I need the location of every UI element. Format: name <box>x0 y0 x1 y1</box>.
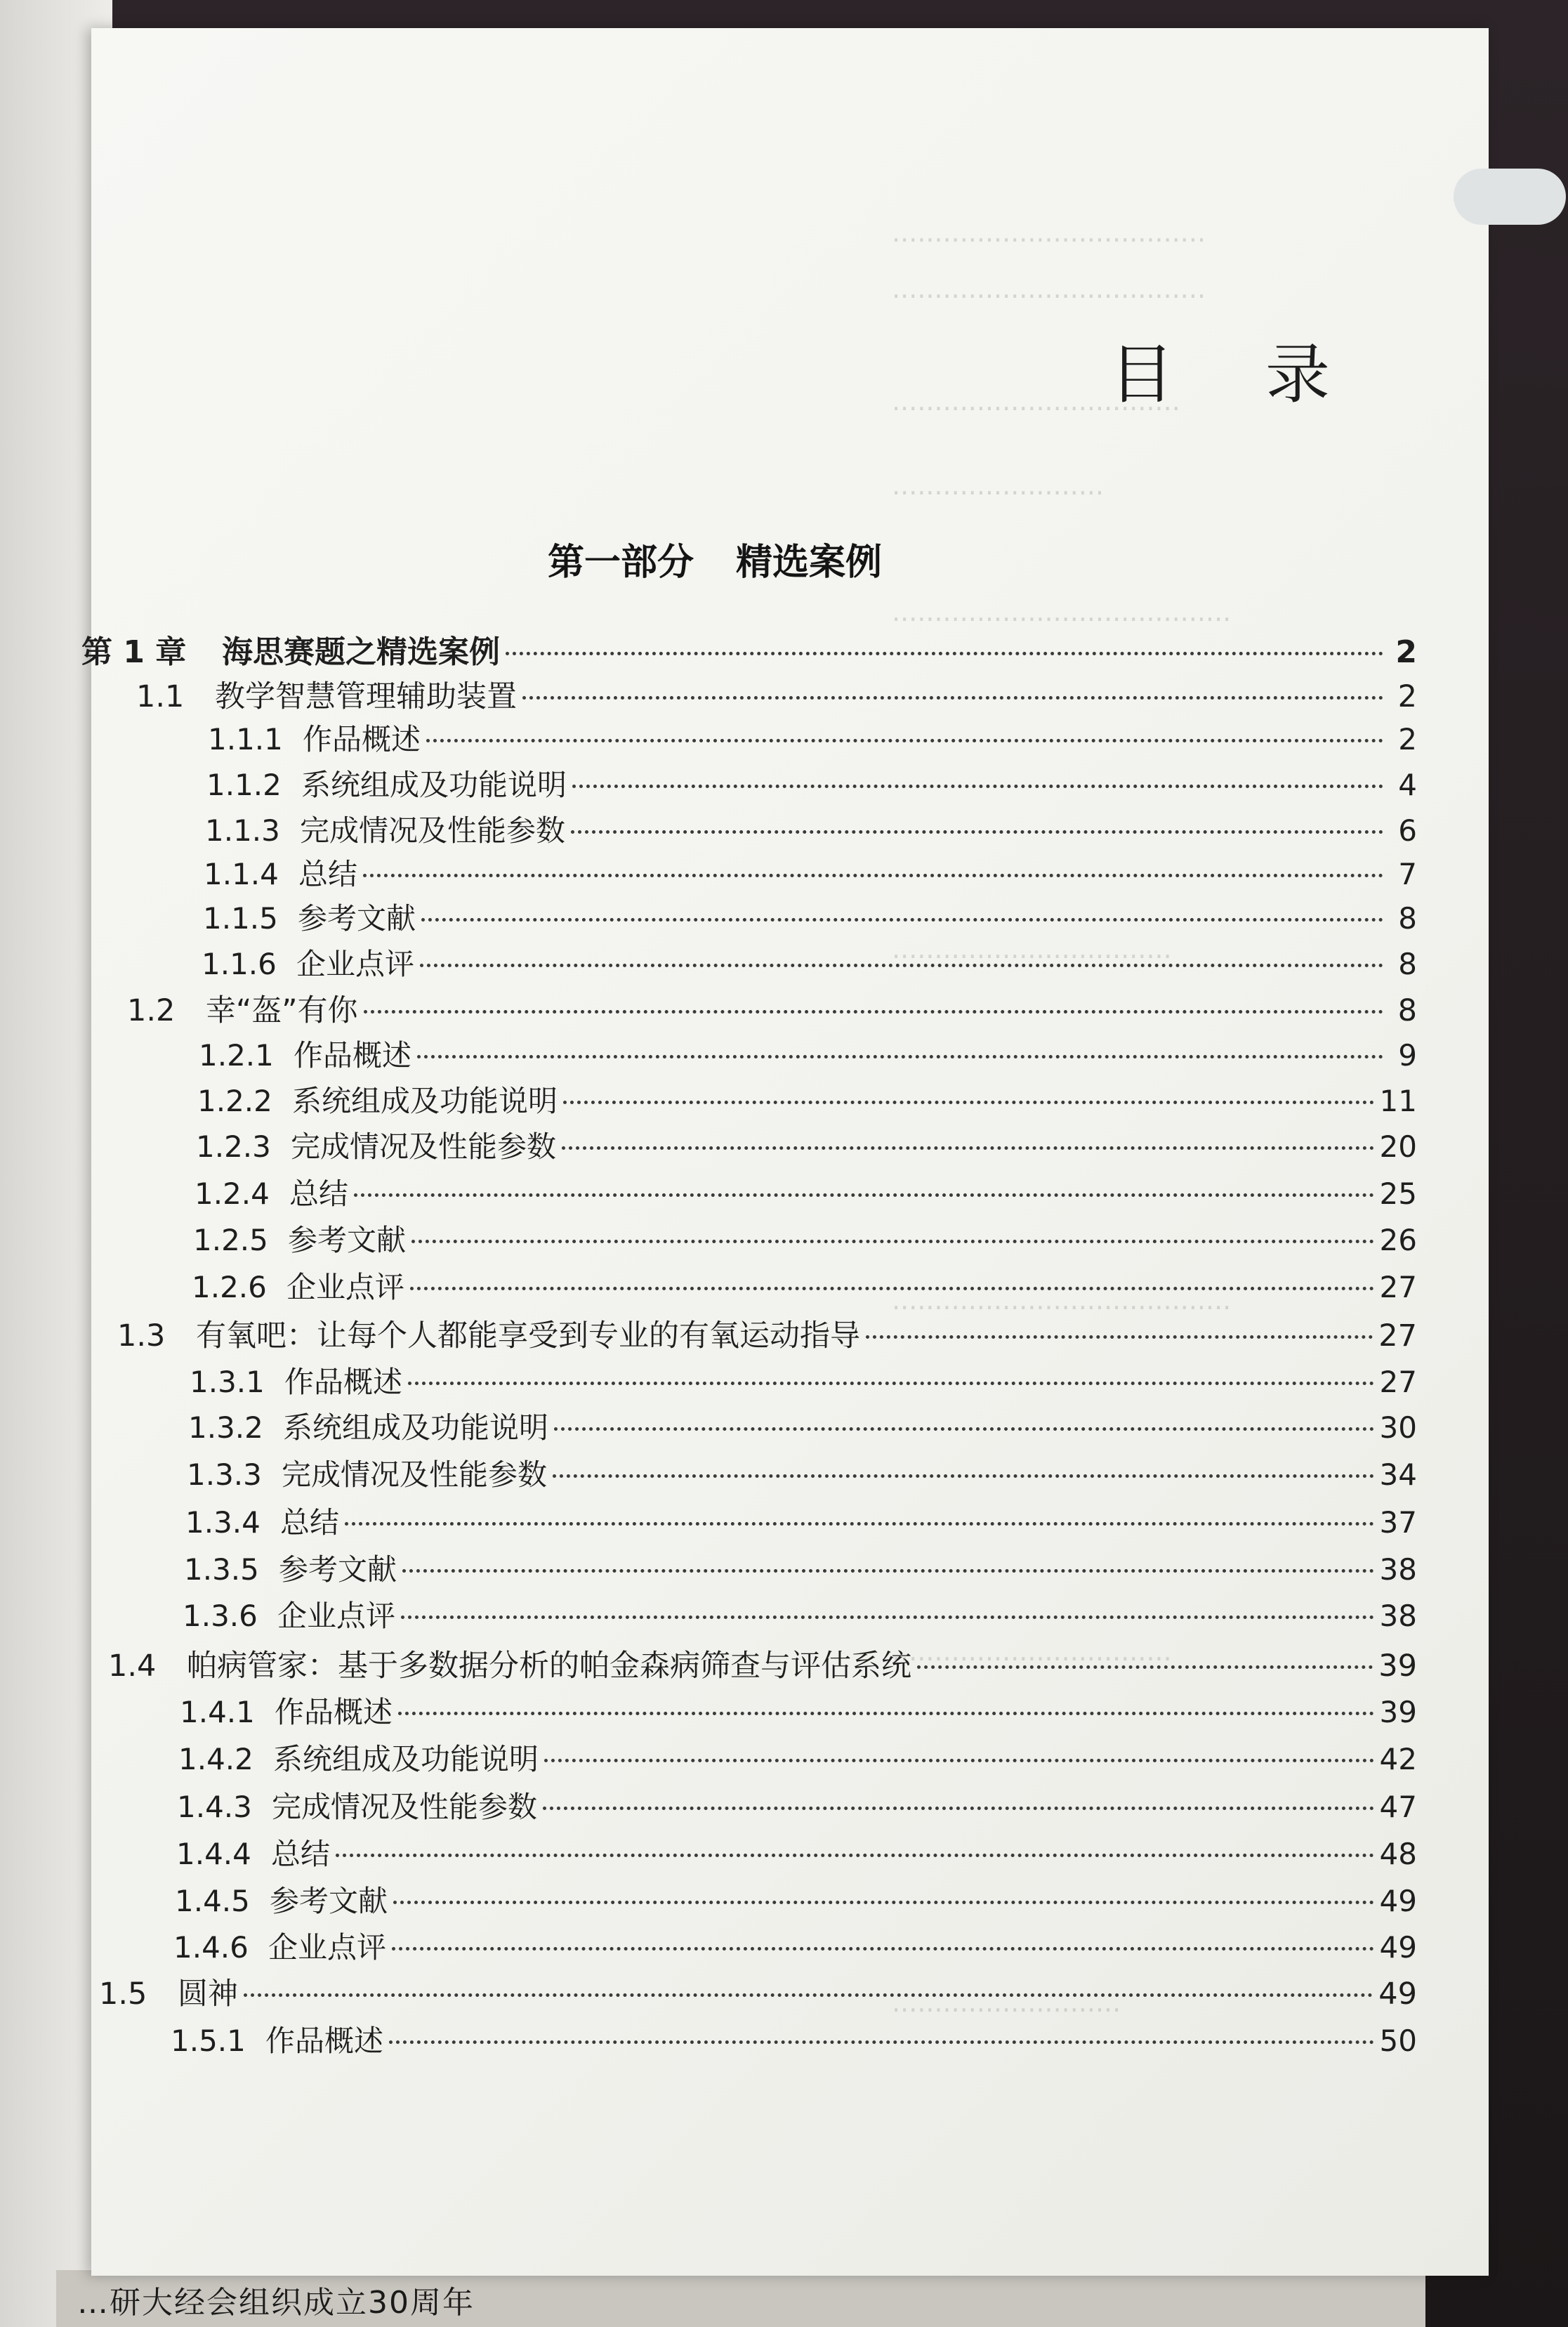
toc-title: 圆神 <box>178 1977 238 2012</box>
toc-page-number: 47 <box>1379 1790 1417 1824</box>
toc-title: 总结 <box>298 857 358 891</box>
toc-title: 完成情况及性能参数 <box>300 813 566 848</box>
toc-entry-sub <box>177 1784 1417 1826</box>
toc-title: 帕病管家：基于多数据分析的帕金森病筛查与评估系统 <box>187 1648 911 1684</box>
toc-number: 1.2 <box>127 993 176 1028</box>
bleed-through: ································· <box>892 1644 1172 1674</box>
dot-leader <box>364 1010 1383 1014</box>
toc-entry-sub <box>183 1593 1417 1635</box>
toc-title: 参考文献 <box>270 1884 388 1918</box>
cover-strip-text: …研大经会组织成立30周年 <box>77 2285 475 2321</box>
toc-number: 1.5.1 <box>171 2024 246 2058</box>
toc-entry-sub <box>197 1078 1417 1120</box>
dot-leader <box>544 1759 1374 1762</box>
toc-page-number: 42 <box>1379 1742 1417 1776</box>
toc-page-number: 26 <box>1379 1223 1417 1257</box>
bleed-through: ····································· <box>892 225 1206 256</box>
bleed-through: ·································· <box>892 393 1180 424</box>
page-title: 目录 <box>1109 337 1422 412</box>
toc-page-number: 38 <box>1379 1599 1417 1633</box>
toc-number: 1.1.5 <box>203 901 278 936</box>
toc-number: 1.1.1 <box>208 722 283 756</box>
bleed-through: ········································ <box>892 604 1232 635</box>
toc-page-number: 2 <box>1395 634 1417 670</box>
toc-entry-sub <box>173 1925 1417 1967</box>
dot-leader <box>398 1712 1374 1715</box>
toc-number: 1.2.1 <box>199 1038 274 1073</box>
toc-entry-sub <box>199 1033 1417 1075</box>
toc-title: 作品概述 <box>265 2024 384 2058</box>
toc-title: 参考文献 <box>279 1552 397 1587</box>
bleed-through: ····································· <box>892 281 1206 312</box>
bleed-through: ········································ <box>892 1292 1232 1323</box>
toc-number: 1.3.1 <box>190 1365 265 1399</box>
toc-title: 完成情况及性能参数 <box>272 1790 538 1824</box>
toc-entry-sub <box>171 2018 1417 2060</box>
dot-leader <box>244 1993 1373 1997</box>
toc-number: 1.2.4 <box>195 1176 270 1211</box>
toc-title: 作品概述 <box>303 722 421 756</box>
toc-entry-sub <box>178 1736 1417 1778</box>
toc-entry-section <box>117 1312 1417 1355</box>
toc-title: 系统组成及功能说明 <box>292 1084 558 1118</box>
dot-leader <box>543 1807 1374 1810</box>
toc-page-number: 49 <box>1379 1930 1417 1965</box>
toc-number: 1.3.6 <box>183 1599 258 1633</box>
dot-leader <box>562 1146 1374 1150</box>
dot-leader <box>506 652 1383 655</box>
toc-title: 企业点评 <box>268 1930 387 1965</box>
toc-page-number: 38 <box>1379 1552 1417 1587</box>
dot-leader <box>553 1474 1374 1478</box>
dot-leader <box>402 1569 1374 1573</box>
toc-entry-section <box>99 1970 1417 2013</box>
toc-number: 1.4 <box>108 1648 157 1684</box>
toc-entry-sub <box>192 1264 1417 1306</box>
toc-number: 1.1.6 <box>202 947 277 981</box>
dot-leader <box>408 1382 1374 1385</box>
toc-page-number: 2 <box>1397 679 1417 714</box>
toc-entry-sub <box>175 1878 1417 1920</box>
toc-entry-section <box>136 673 1417 716</box>
toc-entry-sub <box>204 851 1417 893</box>
dot-leader <box>554 1427 1374 1431</box>
toc-number: 1.3.4 <box>185 1505 261 1540</box>
toc-entry-section <box>108 1642 1417 1685</box>
toc-entry-sub <box>184 1547 1417 1589</box>
toc-page-number: 25 <box>1379 1176 1417 1211</box>
toc-entry-sub <box>176 1831 1417 1873</box>
toc-entry-sub <box>187 1452 1417 1494</box>
toc-number: 1.3 <box>117 1318 166 1353</box>
toc-title: 作品概述 <box>294 1038 412 1073</box>
dot-leader <box>417 1055 1383 1058</box>
dot-leader <box>392 1947 1374 1951</box>
toc-number: 1.1 <box>136 679 185 714</box>
part-label: 第一部分 <box>548 542 694 584</box>
toc-title: 有氧吧：让每个人都能享受到专业的有氧运动指导 <box>196 1318 860 1353</box>
toc-number: 1.3.3 <box>187 1457 262 1492</box>
toc-title: 参考文献 <box>298 901 416 936</box>
dot-leader <box>411 1240 1374 1243</box>
toc-number: 1.4.3 <box>177 1790 252 1824</box>
toc-title: 完成情况及性能参数 <box>291 1129 557 1164</box>
toc-title: 总结 <box>271 1837 331 1871</box>
dot-leader <box>354 1193 1374 1197</box>
toc-entry-sub <box>185 1500 1417 1542</box>
toc-page-number: 39 <box>1379 1695 1417 1729</box>
toc-number: 1.3.5 <box>184 1552 259 1587</box>
toc-number: 1.3.2 <box>188 1410 263 1445</box>
dot-leader <box>336 1854 1374 1857</box>
toc-title: 系统组成及功能说明 <box>283 1410 549 1445</box>
bleed-through: ··························· <box>892 1995 1121 2026</box>
toc-entry-chapter <box>81 627 1417 671</box>
part-name: 精选案例 <box>736 542 883 584</box>
toc-title: 完成情况及性能参数 <box>282 1457 548 1492</box>
toc-page-number: 2 <box>1398 722 1417 756</box>
toc-page-number: 50 <box>1379 2024 1417 2058</box>
toc-number: 1.5 <box>99 1977 147 2012</box>
toc-entry-section <box>127 987 1417 1030</box>
toc-page-number: 34 <box>1379 1457 1417 1492</box>
toc-title: 作品概述 <box>284 1365 403 1399</box>
toc-entry-sub <box>193 1217 1417 1259</box>
toc-title: 企业点评 <box>286 1270 405 1304</box>
dot-leader <box>401 1615 1374 1619</box>
toc-page-number: 27 <box>1379 1365 1417 1399</box>
toc-entry-sub <box>203 896 1417 938</box>
toc-page-number: 8 <box>1397 993 1417 1028</box>
toc-number: 第 1 章 <box>81 634 187 670</box>
toc-page-number: 4 <box>1398 768 1417 802</box>
toc-number: 1.2.2 <box>197 1084 272 1118</box>
toc-page-number: 37 <box>1379 1505 1417 1540</box>
dot-leader <box>393 1901 1374 1904</box>
toc-page-number: 48 <box>1379 1837 1417 1871</box>
toc-entry-sub <box>206 762 1417 804</box>
toc-page-number: 7 <box>1398 857 1417 891</box>
toc-page-number: 8 <box>1398 947 1417 981</box>
dot-leader <box>410 1287 1374 1290</box>
dot-leader <box>421 918 1383 922</box>
toc-page-number: 49 <box>1379 1884 1417 1918</box>
toc-entry-sub <box>208 716 1417 759</box>
toc-entry-sub <box>205 808 1417 850</box>
toc-entry-sub <box>188 1405 1417 1447</box>
dot-leader <box>563 1101 1374 1104</box>
dot-leader <box>420 964 1383 967</box>
toc-page-number: 27 <box>1378 1318 1417 1353</box>
toc-title: 总结 <box>289 1176 349 1211</box>
toc-entry-sub <box>202 941 1417 983</box>
bleed-through: ································· <box>892 941 1172 972</box>
toc-page-number: 8 <box>1398 901 1417 936</box>
toc-entry-sub <box>196 1124 1417 1166</box>
toc-number: 1.2.3 <box>196 1129 271 1164</box>
dot-leader <box>363 874 1383 877</box>
toc-page-number: 27 <box>1379 1270 1417 1304</box>
toc-page-number: 49 <box>1378 1977 1417 2012</box>
toc-number: 1.4.2 <box>178 1742 253 1776</box>
bleed-through: ························· <box>892 478 1104 509</box>
toc-page-number: 30 <box>1379 1410 1417 1445</box>
toc-entry-sub <box>190 1359 1417 1401</box>
toc-page-number: 9 <box>1398 1038 1417 1073</box>
toc-title: 参考文献 <box>288 1223 407 1257</box>
toc-title: 海思赛题之精选案例 <box>222 634 500 670</box>
toc-page-number: 20 <box>1379 1129 1417 1164</box>
toc-number: 1.4.1 <box>180 1695 255 1729</box>
dot-leader <box>426 739 1383 742</box>
toc-number: 1.2.6 <box>192 1270 267 1304</box>
dot-leader <box>571 830 1383 834</box>
toc-title: 企业点评 <box>277 1599 396 1633</box>
toc-number: 1.4.5 <box>175 1884 250 1918</box>
toc-title: 企业点评 <box>296 947 415 981</box>
dot-leader <box>522 696 1383 700</box>
toc-title: 幸“盔”有你 <box>206 993 358 1028</box>
dot-leader <box>917 1665 1373 1669</box>
dot-leader <box>345 1522 1374 1526</box>
toc-number: 1.1.4 <box>204 857 279 891</box>
dot-leader <box>389 2040 1374 2044</box>
dot-leader <box>866 1335 1373 1339</box>
toc-page-number: 39 <box>1378 1648 1417 1684</box>
toc-page-number: 11 <box>1379 1084 1417 1118</box>
toc-number: 1.4.4 <box>176 1837 251 1871</box>
toc-entry-sub <box>180 1689 1417 1731</box>
toc-title: 作品概述 <box>275 1695 393 1729</box>
toc-title: 系统组成及功能说明 <box>273 1742 539 1776</box>
toc-entry-sub <box>195 1171 1417 1213</box>
toc-number: 1.4.6 <box>173 1930 249 1965</box>
toc-title: 总结 <box>280 1505 340 1540</box>
toc-page-number: 6 <box>1398 813 1417 848</box>
toc-title: 系统组成及功能说明 <box>301 768 567 802</box>
dot-leader <box>572 785 1383 788</box>
toc-number: 1.1.3 <box>205 813 280 848</box>
toc-number: 1.2.5 <box>193 1223 268 1257</box>
toc-title: 教学智慧管理辅助装置 <box>215 679 517 714</box>
toc-number: 1.1.2 <box>206 768 282 802</box>
